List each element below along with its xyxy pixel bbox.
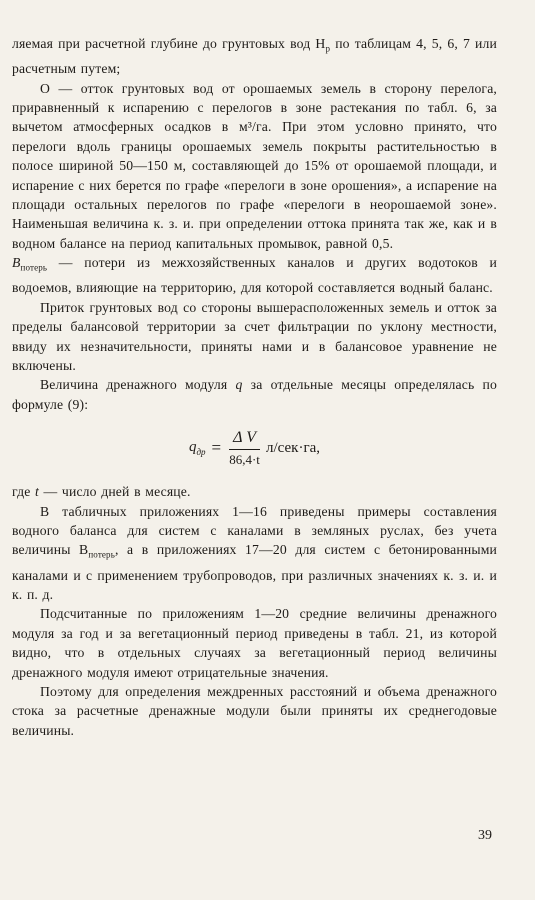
formula-lhs (189, 439, 206, 457)
subscript: потерь (20, 262, 48, 273)
text-run: Величина дренажного модуля (40, 377, 236, 393)
text-run: ляемая при расчетной глубине до грунтовых вод H (12, 36, 326, 51)
formula-equals: = (211, 438, 222, 458)
page-body (12, 34, 497, 740)
text-run: В табличных приложениях 1—16 приведены примеры составления водного баланса для систем с каналами в земляных руслах, без учета величины B (12, 503, 497, 558)
subscript: потерь (88, 550, 115, 561)
text-run: — потери из межхозяйственных каналов и других водотоков и водоемов, влияющие на территорию, для которой составляется водный баланс. (12, 255, 497, 296)
variable: q (235, 377, 243, 393)
paragraph-outflow: O — отток грунтовых вод от орошаемых земель в сторону перелога, приравненный к испарению с перелогов в зоне растекания по табл. 6, за вычетом атмосферных осадков в м³/га. При этом условно принято, что перелоги вдоль границы орошаемых земель покрыты растительностью в полосе шириной 50—150 м, составляющей до 15% от орошаемой площади, и испарение с них берется по графе «перелоги в зоне орошения», а испарение на площади остальных перелогов по графе «перелоги в неорошаемой зоне». Наименьшая величина к. з. и. при определении оттока принята так же, как и в водном балансе на период капитальных промывок, равной 0,5. (12, 80, 497, 251)
formula-units: л/сек·га, (266, 439, 321, 456)
variable: t (35, 484, 39, 500)
paragraph-averages: Подсчитанные по приложениям 1—20 средние величины дренажного модуля за год и за вегетационный период приведены в табл. 21, из которой видно, что в отдельных случаях за вегетационный период величины дренажного модуля имеют отрицательные значения. (12, 606, 497, 680)
text-run: — число дней в месяце. (38, 484, 191, 500)
paragraph-losses (12, 253, 497, 298)
variable: q (188, 439, 197, 456)
paragraph-drainage-modulus (12, 375, 497, 414)
formula-9 (12, 420, 497, 476)
paragraph-continuation (12, 34, 497, 79)
subscript: р (325, 43, 331, 54)
text-run: где (12, 484, 35, 500)
variable: B (12, 255, 21, 271)
paragraph-conclusion: Поэтому для определения междренных расстояний и объема дренажного стока за расчетные дренажные модули были приняты их среднегодовые величины. (12, 683, 497, 738)
formula-fraction (229, 429, 260, 468)
text-run: по таблицам 4, 5, 6, 7 или расчетным путем; (12, 36, 497, 77)
page-number: 39 (478, 828, 492, 843)
text-run: за отдельные месяцы определялась по формуле (9): (12, 377, 497, 412)
paragraph-appendices (12, 502, 497, 605)
subscript: др (196, 447, 206, 458)
paragraph-inflow: Приток грунтовых вод со стороны вышерасположенных земель и отток за пределы балансовой территории за счет фильтрации по уклону местности, ввиду их незначительности, приняты нами и в балансовое уравнение не включены. (12, 299, 497, 373)
text-run: , а в приложениях 17—20 для систем с бетонированными каналами и с применением трубопроводов, при различных значениях к. з. и. и к. п. д. (12, 542, 497, 602)
variable: Δ V (233, 428, 257, 446)
formula-denominator: 86,4·t (229, 451, 260, 467)
paragraph-where (12, 482, 497, 501)
formula-numerator (229, 429, 260, 450)
